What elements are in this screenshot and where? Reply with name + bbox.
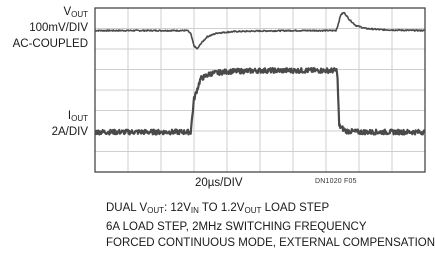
caption-line-1-sub-b: IN bbox=[190, 206, 199, 215]
channel-1-name-text: V bbox=[63, 6, 72, 18]
caption-line-1-b: : 12V bbox=[164, 202, 191, 214]
channel-1-scale: 100mV/DIV bbox=[29, 22, 88, 34]
caption-line-1 bbox=[106, 200, 435, 219]
figure-id: DN1020 F05 bbox=[315, 178, 357, 185]
channel-2-name-sub: OUT bbox=[71, 114, 88, 123]
caption-line-1-d: LOAD STEP bbox=[261, 202, 330, 214]
channel-1-name-sub: OUT bbox=[71, 10, 88, 19]
caption-line-1-a: DUAL V bbox=[106, 202, 148, 214]
channel-2-scale: 2A/DIV bbox=[51, 126, 88, 138]
caption-line-2: 6A LOAD STEP, 2MHz SWITCHING FREQUENCY bbox=[106, 221, 367, 233]
figure-caption bbox=[106, 200, 435, 251]
channel-2-name-text: I bbox=[67, 110, 72, 122]
x-axis-scale-label: 20µs/DIV bbox=[195, 177, 243, 189]
caption-line-1-sub-c: OUT bbox=[244, 206, 262, 215]
caption-line-3: FORCED CONTINUOUS MODE, EXTERNAL COMPENSATION bbox=[106, 237, 435, 249]
caption-line-1-c: TO 1.2V bbox=[198, 202, 245, 214]
caption-line-1-sub-a: OUT bbox=[147, 206, 165, 215]
channel-1-coupling: AC-COUPLED bbox=[12, 38, 88, 50]
